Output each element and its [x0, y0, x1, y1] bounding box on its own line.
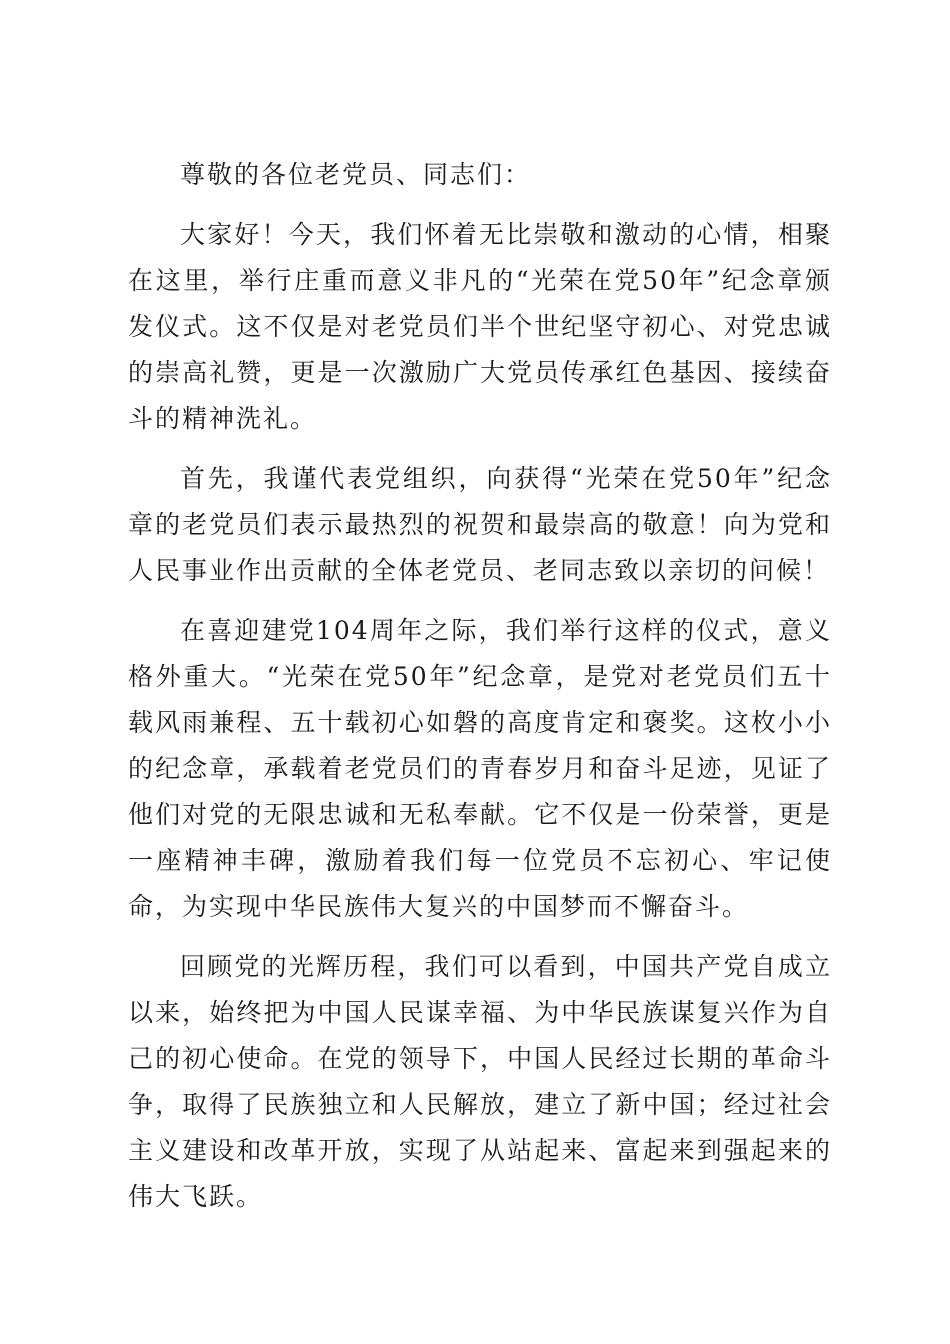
document-body: [128, 152, 832, 1234]
greeting: 尊敬的各位老党员、同志们：: [180, 160, 532, 189]
paragraph-congratulations: 首先，我谨代表党组织，向获得“光荣在党50年”纪念章的老党员们表示最热烈的祝贺和最崇高的敬意！向为党和人民事业作出贡献的全体老党员、老同志致以亲切的问候！: [128, 464, 832, 585]
paragraph-significance: 在喜迎建党104周年之际，我们举行这样的仪式，意义格外重大。“光荣在党50年”纪念章，是党对老党员们五十载风雨兼程、五十载初心如磐的高度肯定和褒奖。这枚小小的纪念章，承载着老党员们的青春岁月和奋斗足迹，见证了他们对党的无限忠诚和无私奉献。它不仅是一份荣誉，更是一座精神丰碑，激励着我们每一位党员不忘初心、牢记使命，为实现中华民族伟大复兴的中国梦而不懈奋斗。: [128, 616, 832, 921]
paragraph-opening: 大家好！今天，我们怀着无比崇敬和激动的心情，相聚在这里，举行庄重而意义非凡的“光荣在党50年”纪念章颁发仪式。这不仅是对老党员们半个世纪坚守初心、对党忠诚的崇高礼赞，更是一次激励广大党员传承红色基因、接续奋斗的精神洗礼。: [128, 220, 832, 433]
paragraph-history: 回顾党的光辉历程，我们可以看到，中国共产党自成立以来，始终把为中国人民谋幸福、为中华民族谋复兴作为自己的初心使命。在党的领导下，中国人民经过长期的革命斗争，取得了民族独立和人民解放，建立了新中国；经过社会主义建设和改革开放，实现了从站起来、富起来到强起来的伟大飞跃。: [128, 952, 832, 1211]
